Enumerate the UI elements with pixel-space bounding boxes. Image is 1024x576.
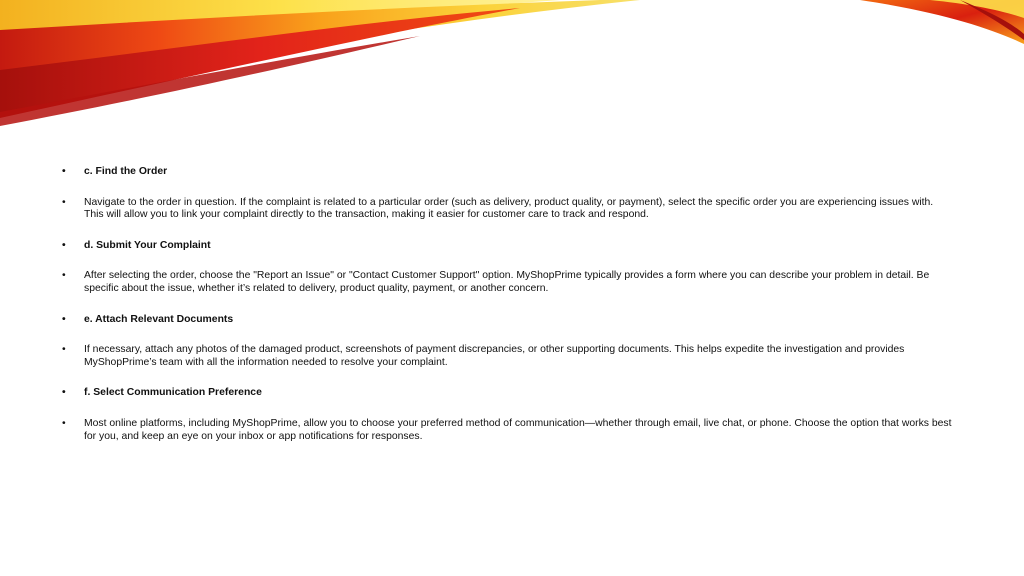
bullet-text: Most online platforms, including MyShopPrime, allow you to choose your preferred method of communication—whether through email, live chat, or phone. Choose the option that works best for you, and keep an eye on your inbox or app notifications for responses.: [84, 417, 952, 442]
bullet-dot: •: [62, 270, 66, 282]
bullet-body-attach-documents: [62, 344, 952, 369]
bullet-dot: •: [62, 313, 66, 325]
bullet-body-communication-preference: [62, 418, 952, 443]
bullet-dot: •: [62, 196, 66, 208]
bullet-heading-communication-preference: [62, 387, 952, 400]
bullet-body-find-order: [62, 197, 952, 222]
bullet-text: After selecting the order, choose the "Report an Issue" or "Contact Customer Support" option. MyShopPrime typically provides a form where you can describe your problem in detail. Be specific about the issue, whether it’s related to delivery, product quality, payment, or another concern.: [84, 270, 930, 294]
bullet-heading-submit-complaint: [62, 240, 952, 253]
bullet-text: If necessary, attach any photos of the damaged product, screenshots of payment discrepancies, or other supporting documents. This helps expedite the investigation and provides MyShopPrime’s team with all the information needed to resolve your complaint.: [84, 344, 905, 368]
bullet-text: d. Submit Your Complaint: [84, 239, 211, 251]
bullet-heading-find-order: [62, 166, 952, 179]
bullet-heading-attach-documents: [62, 314, 952, 327]
bullet-text: f. Select Communication Preference: [84, 387, 262, 399]
bullet-text: c. Find the Order: [84, 166, 168, 177]
slide-body: [62, 166, 952, 461]
bullet-body-submit-complaint: [62, 270, 952, 295]
bullet-dot: •: [62, 417, 66, 429]
bullet-dot: •: [62, 387, 66, 399]
bullet-dot: •: [62, 166, 66, 177]
bullet-text: Navigate to the order in question. If the complaint is related to a particular order (such as delivery, product quality, or payment), select the specific order you are experiencing issues with. This will allow you to link your complaint directly to the transaction, making it easier for customer care to track and respond.: [84, 196, 934, 221]
bullet-dot: •: [62, 344, 66, 356]
bullet-dot: •: [62, 239, 66, 251]
decorative-header-swoosh: [0, 0, 1024, 130]
bullet-text: e. Attach Relevant Documents: [84, 313, 234, 325]
